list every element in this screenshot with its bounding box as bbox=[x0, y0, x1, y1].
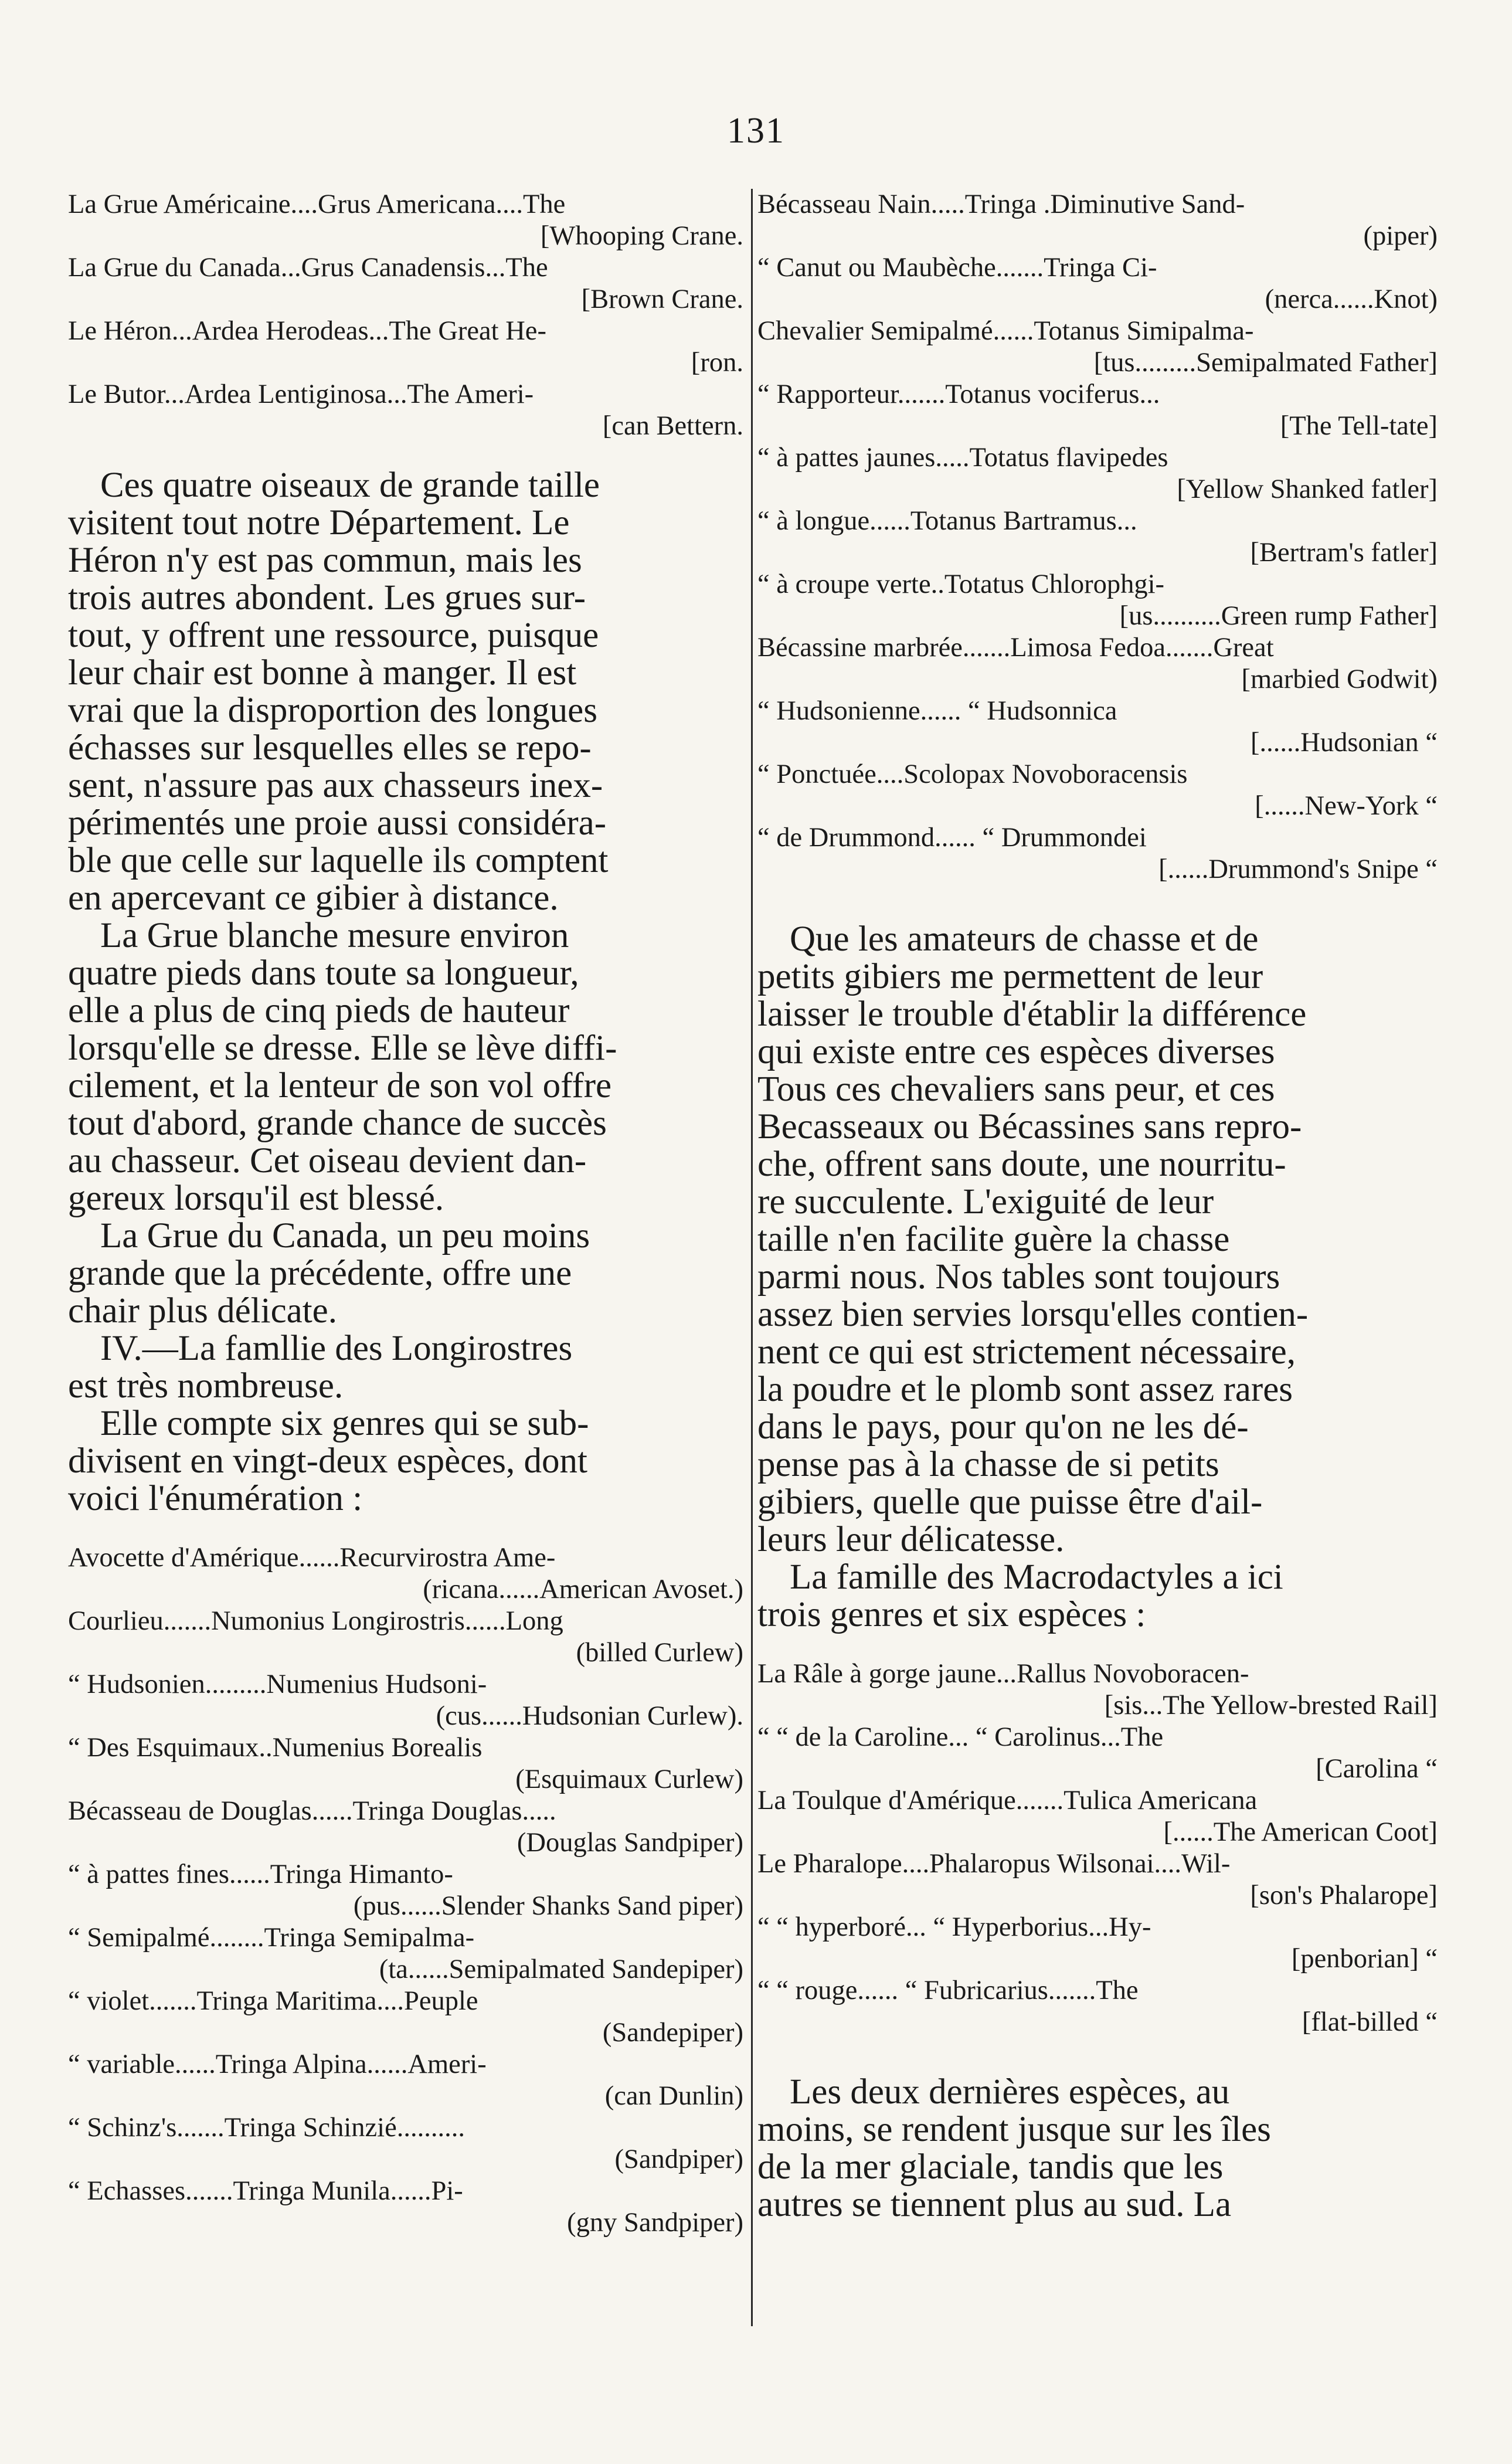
entry-continuation: [Carolina “ bbox=[1316, 1754, 1438, 1784]
paragraph-line: en apercevant ce gibier à distance. bbox=[68, 880, 559, 917]
entry-continuation: [......The American Coot] bbox=[1163, 1817, 1438, 1847]
entry-line: “ violet.......Tringa Maritima....Peuple bbox=[68, 1986, 478, 2016]
entry-continuation: (gny Sandpiper) bbox=[567, 2208, 743, 2238]
entry-line: “ Canut ou Maubèche.......Tringa Ci- bbox=[757, 253, 1157, 283]
paragraph bbox=[757, 921, 1441, 1559]
list-entry bbox=[68, 252, 747, 315]
entry-line: “ Hudsonienne...... “ Hudsonnica bbox=[757, 696, 1117, 726]
longirostres-list bbox=[68, 1542, 747, 2239]
paragraph bbox=[68, 1405, 747, 1518]
paragraph-line: che, offrent sans doute, une nourritu- bbox=[757, 1146, 1286, 1183]
paragraph-line: échasses sur lesquelles elles se repo- bbox=[68, 729, 592, 767]
entry-line: Bécassine marbrée.......Limosa Fedoa.......Great bbox=[757, 633, 1274, 663]
entry-line: “ à longue......Totanus Bartramus... bbox=[757, 506, 1137, 536]
entry-continuation: [The Tell-tate] bbox=[1280, 411, 1438, 441]
list-entry bbox=[68, 2175, 747, 2239]
entry-line: “ Rapporteur.......Totanus vociferus... bbox=[757, 379, 1160, 409]
entry-continuation: (ta......Semipalmated Sandepiper) bbox=[379, 1954, 743, 1984]
paragraph-line: taille n'en facilite guère la chasse bbox=[757, 1221, 1230, 1258]
entry-line: “ “ rouge...... “ Fubricarius.......The bbox=[757, 1976, 1139, 2005]
paragraph-line: Les deux dernières espèces, au bbox=[790, 2073, 1230, 2111]
paragraph-line: trois autres abondent. Les grues sur- bbox=[68, 579, 586, 617]
entry-continuation: (Douglas Sandpiper) bbox=[517, 1828, 743, 1858]
entry-line: La Râle à gorge jaune...Rallus Novoboracen- bbox=[757, 1659, 1249, 1689]
paragraph-line: qui existe entre ces espèces diverses bbox=[757, 1033, 1275, 1071]
paragraph bbox=[68, 1217, 747, 1330]
list-entry bbox=[757, 379, 1441, 442]
list-entry bbox=[757, 695, 1441, 759]
paragraph-line: La Grue du Canada, un peu moins bbox=[100, 1217, 590, 1255]
entry-line: Bécasseau de Douglas......Tringa Douglas..... bbox=[68, 1796, 556, 1826]
list-entry bbox=[68, 2112, 747, 2175]
entry-continuation: (pus......Slender Shanks Sand piper) bbox=[353, 1891, 743, 1921]
paragraph-line: visitent tout notre Département. Le bbox=[68, 504, 570, 542]
paragraph-line: Ces quatre oiseaux de grande taille bbox=[100, 467, 600, 504]
paragraph bbox=[757, 1559, 1441, 1634]
entry-continuation: [tus.........Semipalmated Father] bbox=[1093, 348, 1438, 378]
entry-line: “ Semipalmé........Tringa Semipalma- bbox=[68, 1923, 475, 1953]
paragraph-line: sent, n'assure pas aux chasseurs inex- bbox=[68, 767, 603, 805]
entry-line: “ à pattes jaunes.....Totatus flavipedes bbox=[757, 443, 1168, 473]
entry-continuation: (Sandpiper) bbox=[614, 2144, 743, 2174]
entry-continuation: [penborian] “ bbox=[1291, 1944, 1438, 1974]
paragraph-line: tout, y offrent une ressource, puisque bbox=[68, 617, 599, 654]
page-number: 131 bbox=[727, 111, 785, 151]
paragraph-line: vrai que la disproportion des longues bbox=[68, 692, 597, 729]
paragraph-line: chair plus délicate. bbox=[68, 1292, 337, 1330]
list-entry bbox=[68, 1859, 747, 1922]
paragraph-line: Tous ces chevaliers sans peur, et ces bbox=[757, 1071, 1275, 1108]
entry-continuation: [......New-York “ bbox=[1255, 791, 1438, 821]
paragraph-line: cilement, et la lenteur de son vol offre bbox=[68, 1067, 612, 1105]
entry-line: “ “ de la Caroline... “ Carolinus...The bbox=[757, 1722, 1164, 1752]
paragraph-line: La famille des Macrodactyles a ici bbox=[790, 1559, 1283, 1596]
entry-continuation: (ricana......American Avoset.) bbox=[423, 1574, 743, 1604]
entry-line: Le Pharalope....Phalaropus Wilsonai....Wil- bbox=[757, 1849, 1231, 1879]
entry-continuation: [sis...The Yellow-brested Rail] bbox=[1104, 1691, 1438, 1720]
entry-continuation: [flat-billed “ bbox=[1302, 2007, 1438, 2037]
entry-continuation: [Whooping Crane. bbox=[540, 221, 743, 251]
entry-line: La Grue du Canada...Grus Canadensis...The bbox=[68, 253, 548, 283]
entry-line: “ Ponctuée....Scolopax Novoboracensis bbox=[757, 759, 1188, 789]
entry-line: La Grue Américaine....Grus Americana....The bbox=[68, 189, 566, 219]
list-entry bbox=[757, 1722, 1441, 1785]
entry-line: “ variable......Tringa Alpina......Ameri- bbox=[68, 2049, 487, 2079]
cranes-list bbox=[68, 189, 747, 442]
paragraph-line: Becasseaux ou Bécassines sans repro- bbox=[757, 1108, 1302, 1146]
list-entry bbox=[757, 1975, 1441, 2038]
paragraph-line: pense pas à la chasse de si petits bbox=[757, 1446, 1219, 1484]
paragraph-line: autres se tiennent plus au sud. La bbox=[757, 2186, 1232, 2224]
list-entry bbox=[757, 569, 1441, 632]
paragraph-line: divisent en vingt-deux espèces, dont bbox=[68, 1443, 587, 1480]
entry-continuation: [Brown Crane. bbox=[581, 284, 743, 314]
list-entry bbox=[757, 1658, 1441, 1722]
entry-continuation: [marbied Godwit) bbox=[1241, 664, 1438, 694]
list-entry bbox=[68, 2049, 747, 2112]
entry-continuation: (Sandepiper) bbox=[602, 2018, 743, 2048]
paragraph-line: est très nombreuse. bbox=[68, 1367, 344, 1405]
paragraph bbox=[68, 917, 747, 1217]
list-entry bbox=[757, 759, 1441, 822]
entry-continuation: [can Bettern. bbox=[602, 411, 743, 441]
list-entry bbox=[68, 1922, 747, 1986]
entry-line: “ Echasses.......Tringa Munila......Pi- bbox=[68, 2176, 463, 2206]
paragraph-line: elle a plus de cinq pieds de hauteur bbox=[68, 992, 570, 1030]
paragraph-line: nent ce qui est strictement nécessaire, bbox=[757, 1333, 1296, 1371]
entry-line: “ Des Esquimaux..Numenius Borealis bbox=[68, 1733, 483, 1763]
sandpipers-list bbox=[757, 189, 1441, 885]
entry-line: Le Butor...Ardea Lentiginosa...The Ameri- bbox=[68, 379, 534, 409]
entry-continuation: [Bertram's fatler] bbox=[1250, 538, 1438, 568]
paragraph-line: grande que la précédente, offre une bbox=[68, 1255, 572, 1292]
list-entry bbox=[68, 1986, 747, 2049]
list-entry bbox=[68, 1732, 747, 1796]
paragraph-line: assez bien servies lorsqu'elles contien- bbox=[757, 1296, 1309, 1333]
list-entry bbox=[68, 315, 747, 379]
entry-line: Le Héron...Ardea Herodeas...The Great He- bbox=[68, 316, 546, 346]
entry-line: “ “ hyperboré... “ Hyperborius...Hy- bbox=[757, 1912, 1151, 1942]
paragraph-line: voici l'énumération : bbox=[68, 1480, 363, 1518]
entry-continuation: (cus......Hudsonian Curlew). bbox=[436, 1701, 743, 1731]
entry-continuation: [Yellow Shanked fatler] bbox=[1177, 474, 1438, 504]
entry-line: Bécasseau Nain.....Tringa .Diminutive Sand- bbox=[757, 189, 1245, 219]
paragraph-line: lorsqu'elle se dresse. Elle se lève diffi- bbox=[68, 1030, 617, 1067]
entry-continuation: (piper) bbox=[1363, 221, 1438, 251]
paragraph-line: ble que celle sur laquelle ils comptent bbox=[68, 842, 609, 880]
left-paragraphs bbox=[68, 467, 747, 1518]
paragraph-line: petits gibiers me permettent de leur bbox=[757, 958, 1263, 996]
macrodactyles-list bbox=[757, 1658, 1441, 2038]
paragraph-line: leurs leur délicatesse. bbox=[757, 1521, 1065, 1559]
paragraph-line: La Grue blanche mesure environ bbox=[100, 917, 569, 955]
list-entry bbox=[757, 1785, 1441, 1848]
paragraph-line: quatre pieds dans toute sa longueur, bbox=[68, 955, 579, 992]
paragraph bbox=[68, 1330, 747, 1405]
list-entry bbox=[757, 505, 1441, 569]
entry-continuation: (billed Curlew) bbox=[576, 1638, 743, 1668]
paragraph-line: Elle compte six genres qui se sub- bbox=[100, 1405, 589, 1443]
list-entry bbox=[68, 379, 747, 442]
entry-continuation: [......Drummond's Snipe “ bbox=[1158, 854, 1438, 884]
entry-line: Courlieu.......Numonius Longirostris......Long bbox=[68, 1606, 563, 1636]
paragraph-line: dans le pays, pour qu'on ne les dé- bbox=[757, 1409, 1249, 1446]
list-entry bbox=[757, 1912, 1441, 1975]
entry-continuation: (Esquimaux Curlew) bbox=[515, 1764, 743, 1794]
list-entry bbox=[757, 822, 1441, 885]
entry-line: Chevalier Semipalmé......Totanus Simipalma- bbox=[757, 316, 1254, 346]
paragraph-line: gereux lorsqu'il est blessé. bbox=[68, 1180, 444, 1217]
paragraph-line: tout d'abord, grande chance de succès bbox=[68, 1105, 607, 1142]
list-entry bbox=[68, 1669, 747, 1732]
paragraph bbox=[68, 467, 747, 917]
paragraph-line: laisser le trouble d'établir la différence bbox=[757, 996, 1307, 1033]
paragraph-line: périmentés une proie aussi considéra- bbox=[68, 805, 607, 842]
paragraph-line: au chasseur. Cet oiseau devient dan- bbox=[68, 1142, 587, 1180]
entry-continuation: (nerca......Knot) bbox=[1265, 284, 1438, 314]
entry-continuation: [ron. bbox=[691, 348, 743, 378]
entry-line: “ Hudsonien.........Numenius Hudsoni- bbox=[68, 1669, 487, 1699]
entry-line: “ Schinz's.......Tringa Schinzié.......... bbox=[68, 2113, 465, 2143]
right-column bbox=[757, 189, 1441, 2224]
paragraph-line: gibiers, quelle que puisse être d'ail- bbox=[757, 1484, 1263, 1521]
entry-line: “ de Drummond...... “ Drummondei bbox=[757, 823, 1147, 853]
list-entry bbox=[757, 189, 1441, 252]
entry-line: “ à croupe verte..Totatus Chlorophgi- bbox=[757, 569, 1165, 599]
list-entry bbox=[757, 632, 1441, 695]
list-entry bbox=[757, 315, 1441, 379]
entry-continuation: [us..........Green rump Father] bbox=[1119, 601, 1438, 631]
paragraph-line: parmi nous. Nos tables sont toujours bbox=[757, 1258, 1280, 1296]
list-entry bbox=[757, 252, 1441, 315]
paragraph-line: de la mer glaciale, tandis que les bbox=[757, 2149, 1224, 2186]
column-divider bbox=[751, 189, 753, 2326]
list-entry bbox=[757, 442, 1441, 505]
entry-continuation: [......Hudsonian “ bbox=[1251, 728, 1438, 758]
entry-continuation: [son's Phalarope] bbox=[1250, 1881, 1438, 1910]
paragraph-line: leur chair est bonne à manger. Il est bbox=[68, 654, 577, 692]
closing-paragraph bbox=[757, 2073, 1441, 2224]
paragraph-line: moins, se rendent jusque sur les îles bbox=[757, 2111, 1271, 2149]
list-entry bbox=[68, 1606, 747, 1669]
paragraph-line: IV.—La famllie des Longirostres bbox=[100, 1330, 573, 1367]
right-paragraphs bbox=[757, 921, 1441, 1634]
list-entry bbox=[68, 189, 747, 252]
list-entry bbox=[68, 1542, 747, 1606]
list-entry bbox=[757, 1848, 1441, 1912]
entry-line: La Toulque d'Amérique.......Tulica Americana bbox=[757, 1786, 1258, 1815]
left-column bbox=[68, 189, 747, 2239]
list-entry bbox=[68, 1796, 747, 1859]
entry-line: Avocette d'Amérique......Recurvirostra Ame- bbox=[68, 1543, 556, 1573]
entry-line: “ à pattes fines......Tringa Himanto- bbox=[68, 1859, 453, 1889]
paragraph-line: Que les amateurs de chasse et de bbox=[790, 921, 1259, 958]
paragraph-line: trois genres et six espèces : bbox=[757, 1596, 1146, 1634]
paragraph-line: la poudre et le plomb sont assez rares bbox=[757, 1371, 1293, 1409]
entry-continuation: (can Dunlin) bbox=[604, 2081, 743, 2111]
paragraph-line: re succulente. L'exiguité de leur bbox=[757, 1183, 1214, 1221]
paragraph-line: Héron n'y est pas commun, mais les bbox=[68, 542, 582, 579]
